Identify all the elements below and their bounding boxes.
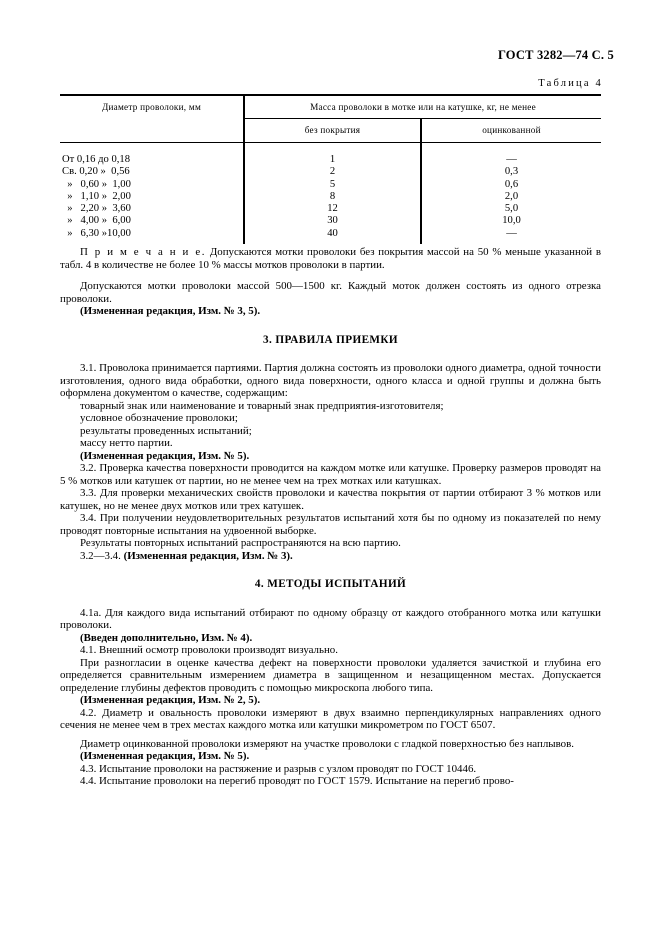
- section-3-title: 3. ПРАВИЛА ПРИЕМКИ: [262, 333, 399, 346]
- cell-plain: 40: [327, 227, 338, 239]
- cell-plain: 1: [329, 154, 336, 165]
- table-row: [60, 203, 601, 215]
- header-zinc: оцинкованной: [482, 125, 541, 135]
- cell-diameter: » 1,10 » 2,00: [62, 190, 131, 202]
- cell-diameter: » 6,30 »10,00: [62, 227, 131, 239]
- table-header-top-row: [60, 96, 601, 118]
- revision-intro-4: (Введен дополнительно, Изм. № 4).: [80, 631, 253, 644]
- cell-diameter: » 2,20 » 3,60: [62, 203, 131, 215]
- cell-zinc: —: [506, 154, 517, 165]
- para-4-3: 4.3. Испытание проволоки на растяжение и разрыв с узлом проводят по ГОСТ 10446.: [80, 762, 477, 775]
- table-body: [60, 143, 601, 244]
- cell-diameter: Св. 0,20 » 0,56: [62, 166, 130, 178]
- cell-zinc: 0,3: [504, 166, 519, 178]
- para-3-1-item-4: массу нетто партии.: [80, 437, 173, 449]
- cell-plain: 12: [327, 203, 338, 215]
- para-4-1-b: При разногласии в оценке качества дефект на поверхности проволоки удаляется зачисткой и глубина его определяется сравнительным измерением диаметра в защищенном и незащищенном местах. Допускается определение глубины дефектов проводить с помощью микроскопа любого типа.: [60, 656, 601, 694]
- table-row: [60, 154, 601, 166]
- revision-5-b: (Измененная редакция, Изм. № 5).: [80, 750, 250, 762]
- para-3-4: 3.4. При получении неудовлетворительных результатов испытаний хотя бы по одному из показателей по нему проводят повторные испытания на удвоенной выборке.: [60, 512, 601, 537]
- cell-zinc: —: [506, 227, 517, 239]
- note-text: Допускаются мотки проволоки без покрытия массой на 50 % меньше указанной в табл. 4 в количестве не более 10 % массы мотков проволоки в партии.: [60, 246, 601, 271]
- table-row: [60, 215, 601, 227]
- running-head: ГОСТ 3282—74 С. 5: [497, 48, 614, 62]
- para-3-1-item-2: условное обозначение проволоки;: [80, 412, 238, 424]
- para-4-2: 4.2. Диаметр и овальность проволоки измеряют в двух взаимно перпендикулярных направлениях одного сечения не менее чем в трех местах каждого мотка или катушки микрометром по ГОСТ 6507.: [60, 706, 601, 731]
- cell-diameter: » 0,60 » 1,00: [62, 178, 131, 190]
- header-diameter: Диаметр проволоки, мм: [101, 102, 202, 112]
- cell-plain: 2: [329, 166, 336, 178]
- revision-3-note: (Измененная редакция, Изм. № 3).: [123, 549, 293, 562]
- para-3-1: 3.1. Проволока принимается партиями. Партия должна состоять из проволоки одного диаметра, одной точности изготовления, одного вида обработки, одного вида поверхности, одного класса и одной группы и должна быть оформлена документом о качестве, содержащим:: [60, 362, 601, 399]
- para-4-2-b: Диаметр оцинкованной проволоки измеряют на участке проволоки с гладкой поверхностью без наплывов.: [80, 737, 574, 750]
- table-row: [60, 179, 601, 191]
- table-note: [60, 246, 601, 271]
- table-header-sub-row: [60, 118, 601, 142]
- revision-range-label: 3.2—3.4.: [80, 549, 124, 562]
- revision-3-2-3-4: [60, 550, 601, 563]
- para-3-2: 3.2. Проверка качества поверхности проводится на каждом мотке или катушке. Проверку размеров проводят на 5 % мотков или катушек от партии, но не менее чем на трех мотках или катушках.: [60, 462, 601, 487]
- document-body: [60, 246, 601, 788]
- header-plain: без покрытия: [304, 125, 361, 135]
- para-3-3: 3.3. Для проверки механических свойств проволоки и качества покрытия от партии отбирают 3 % мотков или катушек, но не менее двух мотков или трех катушек.: [60, 487, 601, 512]
- table-caption: Таблица 4: [538, 78, 603, 89]
- para-coils: Допускаются мотки проволоки массой 500—1500 кг. Каждый моток должен состоять из одного отрезка проволоки.: [60, 280, 601, 305]
- table-4: [60, 94, 601, 244]
- para-3-4-b: Результаты повторных испытаний распространяются на всю партию.: [80, 537, 401, 549]
- cell-diameter: От 0,16 до 0,18: [62, 154, 130, 165]
- cell-diameter: » 4,00 » 6,00: [62, 215, 131, 227]
- note-label: П р и м е ч а н и е.: [80, 246, 207, 258]
- para-4-4: 4.4. Испытание проволоки на перегиб проводят по ГОСТ 1579. Испытание на перегиб прово-: [80, 775, 514, 787]
- cell-plain: 8: [329, 190, 336, 202]
- header-mass: Масса проволоки в мотке или на катушке, кг, не менее: [310, 102, 536, 112]
- table-subheader-rule: [245, 118, 601, 119]
- cell-zinc: 5,0: [504, 203, 519, 215]
- para-4-1: 4.1. Внешний осмотр проволоки производят визуально.: [80, 644, 338, 656]
- cell-zinc: 2,0: [504, 190, 519, 202]
- cell-zinc: 0,6: [504, 178, 519, 190]
- section-4-title: 4. МЕТОДЫ ИСПЫТАНИЙ: [254, 578, 407, 590]
- table-row: [60, 166, 601, 178]
- cell-plain: 5: [329, 178, 336, 190]
- para-3-1-item-1: товарный знак или наименование и товарный знак предприятия-изготовителя;: [80, 399, 444, 412]
- cell-plain: 30: [327, 215, 338, 227]
- revision-2-5: (Измененная редакция, Изм. № 2, 5).: [80, 694, 261, 706]
- revision-5-a: (Измененная редакция, Изм. № 5).: [80, 449, 250, 462]
- para-4-1a: 4.1а. Для каждого вида испытаний отбирают по одному образцу от каждого отобранного мотка или катушки проволоки.: [60, 606, 601, 631]
- cell-zinc: 10,0: [502, 215, 521, 227]
- para-3-1-item-3: результаты проведенных испытаний;: [80, 424, 252, 437]
- table-row: [60, 228, 601, 240]
- revision-3-5: (Измененная редакция, Изм. № 3, 5).: [80, 305, 261, 317]
- table-row: [60, 191, 601, 203]
